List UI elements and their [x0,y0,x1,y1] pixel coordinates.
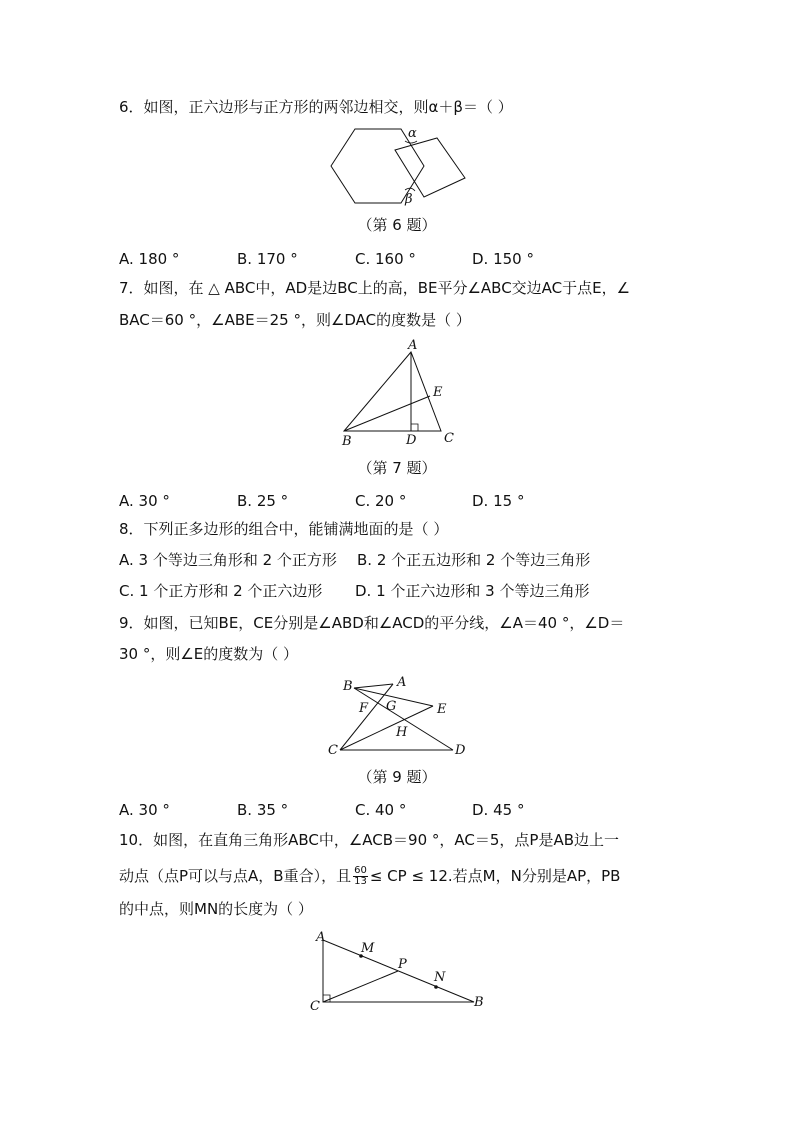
label-c: C [444,431,454,446]
q10-figure [310,928,490,1013]
label-g: G [386,699,397,714]
q10-stem-line2-post: ≤ CP ≤ 12.若点M，N分别是AP，PB [369,867,621,885]
bisector-be [344,396,430,431]
triangle-abc [344,352,441,431]
q8-option-a[interactable]: A. 3 个等边三角形和 2 个正方形 [119,551,337,569]
q6-option-b[interactable]: B. 170 ° [237,250,298,268]
label-d: D [455,743,466,758]
q7-option-d[interactable]: D. 15 ° [472,492,525,510]
label-b: B [342,434,352,449]
q7-option-b[interactable]: B. 25 ° [237,492,289,510]
label-h: H [396,725,408,740]
q8-stem: 8．下列正多边形的组合中，能铺满地面的是（ ） [119,520,449,538]
beta-arc [405,188,415,191]
q7-option-a[interactable]: A. 30 ° [119,492,170,510]
label-b: B [474,995,484,1010]
q9-option-c[interactable]: C. 40 ° [355,801,407,819]
label-p: P [398,957,407,972]
q9-figure [325,672,475,762]
q10-stem-line2 [119,864,620,888]
q10-stem-line2-pre: 动点（点P可以与点A，B重合），且 [119,867,352,885]
q6-caption: （第 6 题） [357,216,437,234]
label-a: A [408,338,418,353]
point-n [434,985,438,989]
q8-option-b[interactable]: B. 2 个正五边形和 2 个等边三角形 [357,551,591,569]
label-d: D [406,433,417,448]
fraction-60-13 [353,866,368,887]
right-angle-mark [411,424,418,431]
q6-option-a[interactable]: A. 180 ° [119,250,180,268]
q9-caption: （第 9 题） [357,768,437,786]
beta-label: β [405,192,413,207]
q8-option-d[interactable]: D. 1 个正六边形和 3 个等边三角形 [355,582,590,600]
alpha-arc [405,141,417,143]
q10-stem-line3: 的中点，则MN的长度为（ ） [119,900,313,918]
label-c: C [328,743,338,758]
segment-bd [354,688,453,750]
label-c: C [310,999,320,1014]
q9-option-b[interactable]: B. 35 ° [237,801,289,819]
fraction-denominator: 13 [354,876,367,887]
q7-caption: （第 7 题） [357,459,437,477]
q9-option-d[interactable]: D. 45 ° [472,801,525,819]
segment-ba [354,684,393,688]
q7-stem-line2: BAC＝60 °，∠ABE＝25 °，则∠DAC的度数是（ ） [119,311,471,329]
q7-figure [338,338,463,448]
q6-stem: 6．如图，正六边形与正方形的两邻边相交，则α＋β＝（ ） [119,98,513,116]
square-shape [395,138,465,197]
q6-option-d[interactable]: D. 150 ° [472,250,534,268]
label-f: F [359,701,369,716]
q9-option-a[interactable]: A. 30 ° [119,801,170,819]
fraction-numerator: 60 [354,865,367,876]
alpha-label: α [408,126,417,141]
q9-stem-line2: 30 °，则∠E的度数为（ ） [119,645,299,663]
q6-option-c[interactable]: C. 160 ° [355,250,416,268]
q10-stem-line1: 10．如图，在直角三角形ABC中，∠ACB＝90 °，AC＝5，点P是AB边上一 [119,831,620,849]
q9-stem-line1: 9．如图，已知BE，CE分别是∠ABD和∠ACD的平分线，∠A＝40 °，∠D＝ [119,614,625,632]
q8-option-c[interactable]: C. 1 个正方形和 2 个正六边形 [119,582,323,600]
label-e: E [437,702,447,717]
label-b: B [343,679,353,694]
label-a: A [316,930,326,945]
label-a: A [397,675,407,690]
label-m: M [361,941,375,956]
segment-cp [323,971,398,1002]
q7-stem-line1: 7．如图，在 △ ABC中，AD是边BC上的高，BE平分∠ABC交边AC于点E，∠ [119,279,631,297]
label-n: N [434,970,446,985]
label-e: E [433,385,443,400]
q7-option-c[interactable]: C. 20 ° [355,492,407,510]
q6-figure [325,125,470,205]
